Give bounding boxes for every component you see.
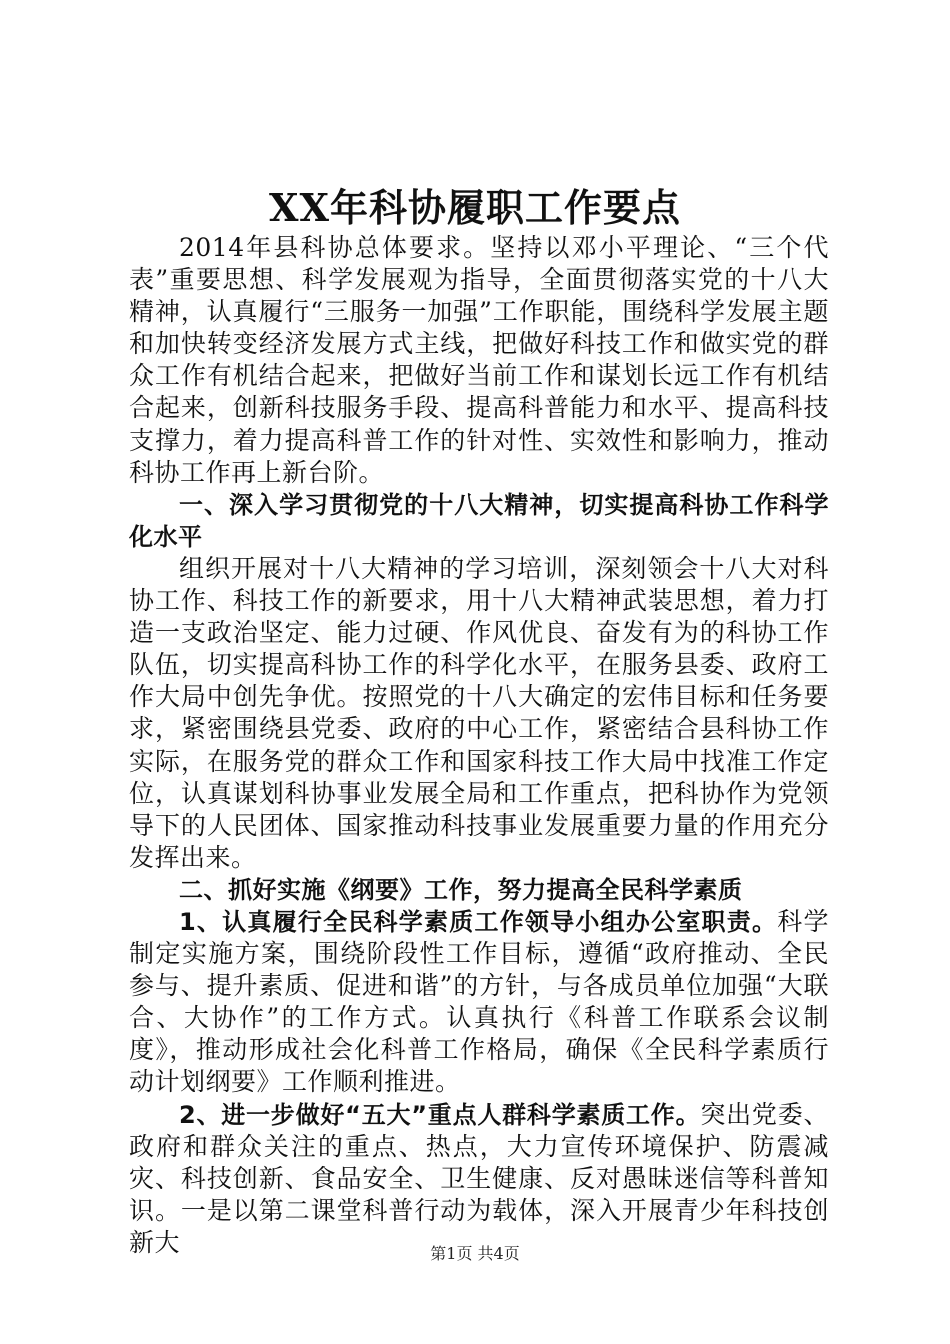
item-1-lead: 1、认真履行全民科学素质工作领导小组办公室职责。 xyxy=(179,907,778,936)
intro-paragraph: 2014年县科协总体要求。坚持以邓小平理论、“三个代表”重要思想、科学发展观为指导，全面贯彻落实党的十八大精神，认真履行“三服务一加强”工作职能，围绕科学发展主题和加快转变经济发展方式主线，把做好科技工作和做实党的群众工作有机结合起来，把做好当前工作和谋划长远工作有机结合起来，创新科技服务手段、提高科普能力和水平、提高科技支撑力，着力提高科普工作的针对性、实效性和影响力，推动科协工作再上新台阶。 xyxy=(129,233,829,487)
page-footer: 第1页 共4页 xyxy=(430,1244,520,1263)
item-1-paragraph xyxy=(129,906,829,1099)
item-2-text: 突出党委、政府和群众关注的重点、热点，大力宣传环境保护、防震减灾、科技创新、食品安全、卫生健康、反对愚昧迷信等科普知识。一是以第二课堂科普行动为载体，深入开展青少年科技创新大 xyxy=(129,1099,829,1257)
document-title: XX年科协履职工作要点 xyxy=(269,185,681,230)
item-1-text: 科学制定实施方案，围绕阶段性工作目标，遵循“政府推动、全民参与、提升素质、促进和谐”的方针，与各成员单位加强“大联合、大协作”的工作方式。认真执行《科普工作联系会议制度》，推动形成社会化科普工作格局，确保《全民科学素质行动计划纲要》工作顺利推进。 xyxy=(129,906,829,1097)
item-2-paragraph xyxy=(129,1099,829,1259)
document-body xyxy=(129,232,829,1259)
section-1-paragraph: 组织开展对十八大精神的学习培训，深刻领会十八大对科协工作、科技工作的新要求，用十八大精神武装思想，着力打造一支政治坚定、能力过硬、作风优良、奋发有为的科协工作队伍，切实提高科协工作的科学化水平，在服务县委、政府工作大局中创先争优。按照党的十八大确定的宏伟目标和任务要求，紧密围绕县党委、政府的中心工作，紧密结合县科协工作实际，在服务党的群众工作和国家科技工作大局中找准工作定位，认真谋划科协事业发展全局和工作重点，把科协作为党领导下的人民团体、国家推动科技事业发展重要力量的作用充分发挥出来。 xyxy=(129,553,829,872)
section-heading-1: 一、深入学习贯彻党的十八大精神，切实提高科协工作科学化水平 xyxy=(129,490,829,551)
section-heading-2: 二、抓好实施《纲要》工作，努力提高全民科学素质 xyxy=(179,875,743,904)
item-2-lead: 2、进一步做好“五大”重点人群科学素质工作。 xyxy=(179,1100,701,1129)
